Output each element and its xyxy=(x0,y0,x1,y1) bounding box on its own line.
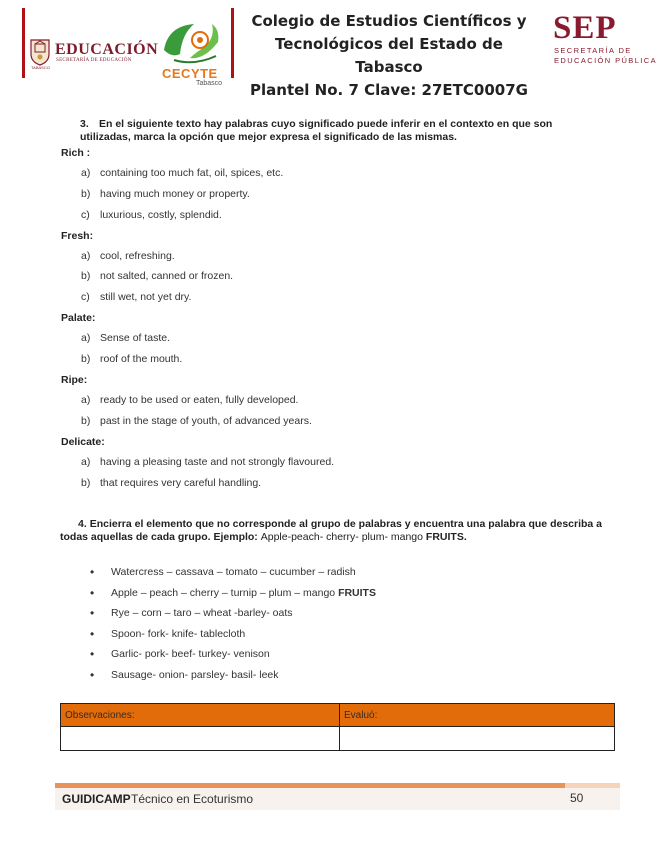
word-group-text: Sausage- onion- parsley- basil- leek xyxy=(111,668,279,681)
page-number: 50 xyxy=(570,791,584,805)
exercise-4-text: Encierra el elemento que no corresponde al grupo de palabras y encuentra una palabra que describa a todas aquellas de cada grupo. xyxy=(60,518,603,543)
observations-field[interactable] xyxy=(61,727,340,751)
list-item[interactable] xyxy=(90,669,376,690)
word-fresh: Fresh: xyxy=(61,230,94,242)
option-palate-b[interactable] xyxy=(81,353,182,365)
option-letter: a) xyxy=(81,250,91,262)
exercise-4-example-text: Apple-peach- cherry- plum- mango xyxy=(260,531,423,543)
sep-logo-subtitle-line-2: EDUCACIÓN PÚBLICA xyxy=(554,56,657,65)
option-letter: b) xyxy=(81,270,91,282)
cecyte-logo-text: CECYTE xyxy=(162,66,218,81)
list-item[interactable] xyxy=(90,628,376,649)
list-item[interactable] xyxy=(90,566,376,587)
option-text: ready to be used or eaten, fully developed. xyxy=(100,394,299,406)
option-text: Sense of taste. xyxy=(100,332,171,344)
college-title-line-3: Plantel No. 7 Clave: 27ETC0007G xyxy=(250,81,528,99)
word-group-text: Rye – corn – taro – wheat -barley- oats xyxy=(111,607,293,620)
word-palate: Palate: xyxy=(61,312,96,324)
evaluation-table-row xyxy=(61,727,615,751)
option-delicate-a[interactable] xyxy=(81,456,334,468)
option-ripe-b[interactable] xyxy=(81,415,312,427)
option-text: still wet, not yet dry. xyxy=(100,291,192,303)
evaluator-field[interactable] xyxy=(340,727,615,751)
option-letter: a) xyxy=(81,394,91,406)
footer-brand: GUIDICAMP xyxy=(62,792,131,806)
word-group-text: Watercress – cassava – tomato – cucumber – radish xyxy=(111,566,356,578)
footer-accent-line-end xyxy=(565,783,620,788)
option-letter: a) xyxy=(81,167,91,179)
option-rich-c[interactable] xyxy=(81,209,222,221)
sep-logo-subtitle-line-1: SECRETARÍA DE xyxy=(554,46,632,55)
exercise-3-text: En el siguiente texto hay palabras cuyo significado puede inferir en el contexto en que son utilizadas, marca la opción que mejor expresa el significado de las mismas. xyxy=(80,118,553,143)
option-letter: b) xyxy=(81,477,91,489)
exercise-4-instruction xyxy=(60,518,620,544)
college-title-line-2: Tecnológicos del Estado de Tabasco xyxy=(275,35,503,76)
word-ripe: Ripe: xyxy=(61,374,88,386)
educacion-logo-state: TABASCO xyxy=(31,65,50,70)
cecyte-leaf-logo-icon xyxy=(160,20,224,66)
option-text: past in the stage of youth, of advanced years. xyxy=(100,415,312,427)
option-text: having much money or property. xyxy=(100,188,250,200)
educacion-logo-text: EDUCACIÓN xyxy=(55,41,159,58)
educacion-logo-subtitle: SECRETARÍA DE EDUCACIÓN xyxy=(56,58,132,63)
evaluation-table-header xyxy=(61,704,615,727)
word-group-list xyxy=(90,566,376,690)
option-fresh-b[interactable] xyxy=(81,270,233,282)
exercise-3-number: 3. xyxy=(80,118,89,130)
option-letter: a) xyxy=(81,456,91,468)
exercise-4-number: 4. xyxy=(78,518,87,530)
observations-label: Observaciones: xyxy=(61,704,340,727)
educacion-shield-icon xyxy=(28,36,52,66)
footer-course: Técnico en Ecoturismo xyxy=(131,792,254,806)
college-title-line-1: Colegio de Estudios Científicos y xyxy=(251,12,527,30)
word-group-text: Apple – peach – cherry – turnip – plum – mango xyxy=(111,586,336,599)
word-delicate: Delicate: xyxy=(61,436,105,448)
sep-logo-subtitle xyxy=(554,46,657,66)
exercise-4-example-answer: FRUITS. xyxy=(425,531,467,543)
list-item[interactable] xyxy=(90,648,376,669)
evaluation-table xyxy=(60,703,615,751)
option-ripe-a[interactable] xyxy=(81,394,298,406)
cecyte-logo-subtitle: Tabasco xyxy=(196,80,223,87)
word-group-text: Spoon- fork- knife- tablecloth xyxy=(111,627,246,640)
option-rich-b[interactable] xyxy=(81,188,250,200)
option-fresh-c[interactable] xyxy=(81,291,191,303)
list-item[interactable] xyxy=(90,607,376,628)
option-letter: c) xyxy=(81,209,90,221)
exercise-4-example-label: Ejemplo: xyxy=(213,531,258,543)
option-text: cool, refreshing. xyxy=(100,250,175,262)
option-text: having a pleasing taste and not strongly flavoured. xyxy=(100,456,335,468)
sep-logo-text: SEP xyxy=(553,10,617,46)
option-letter: b) xyxy=(81,353,91,365)
option-letter: b) xyxy=(81,415,91,427)
header-divider-left xyxy=(22,8,25,78)
footer-accent-line xyxy=(55,783,565,788)
list-item[interactable] xyxy=(90,587,376,608)
option-rich-a[interactable] xyxy=(81,167,283,179)
option-letter: b) xyxy=(81,188,91,200)
option-text: roof of the mouth. xyxy=(100,353,183,365)
exercise-3-instruction xyxy=(80,118,580,144)
option-letter: a) xyxy=(81,332,91,344)
word-rich: Rich : xyxy=(61,147,91,159)
word-group-text: Garlic- pork- beef- turkey- venison xyxy=(111,648,270,661)
option-palate-a[interactable] xyxy=(81,332,170,344)
option-text: not salted, canned or frozen. xyxy=(100,270,234,282)
option-text: that requires very careful handling. xyxy=(100,477,262,489)
college-title xyxy=(244,10,534,102)
option-text: luxurious, costly, splendid. xyxy=(100,209,222,221)
option-letter: c) xyxy=(81,291,90,303)
option-text: containing too much fat, oil, spices, etc. xyxy=(100,167,284,179)
header-divider-right xyxy=(231,8,234,78)
evaluator-label: Evaluó: xyxy=(340,704,615,727)
option-fresh-a[interactable] xyxy=(81,250,175,262)
word-group-answer: FRUITS xyxy=(338,586,376,599)
option-delicate-b[interactable] xyxy=(81,477,261,489)
